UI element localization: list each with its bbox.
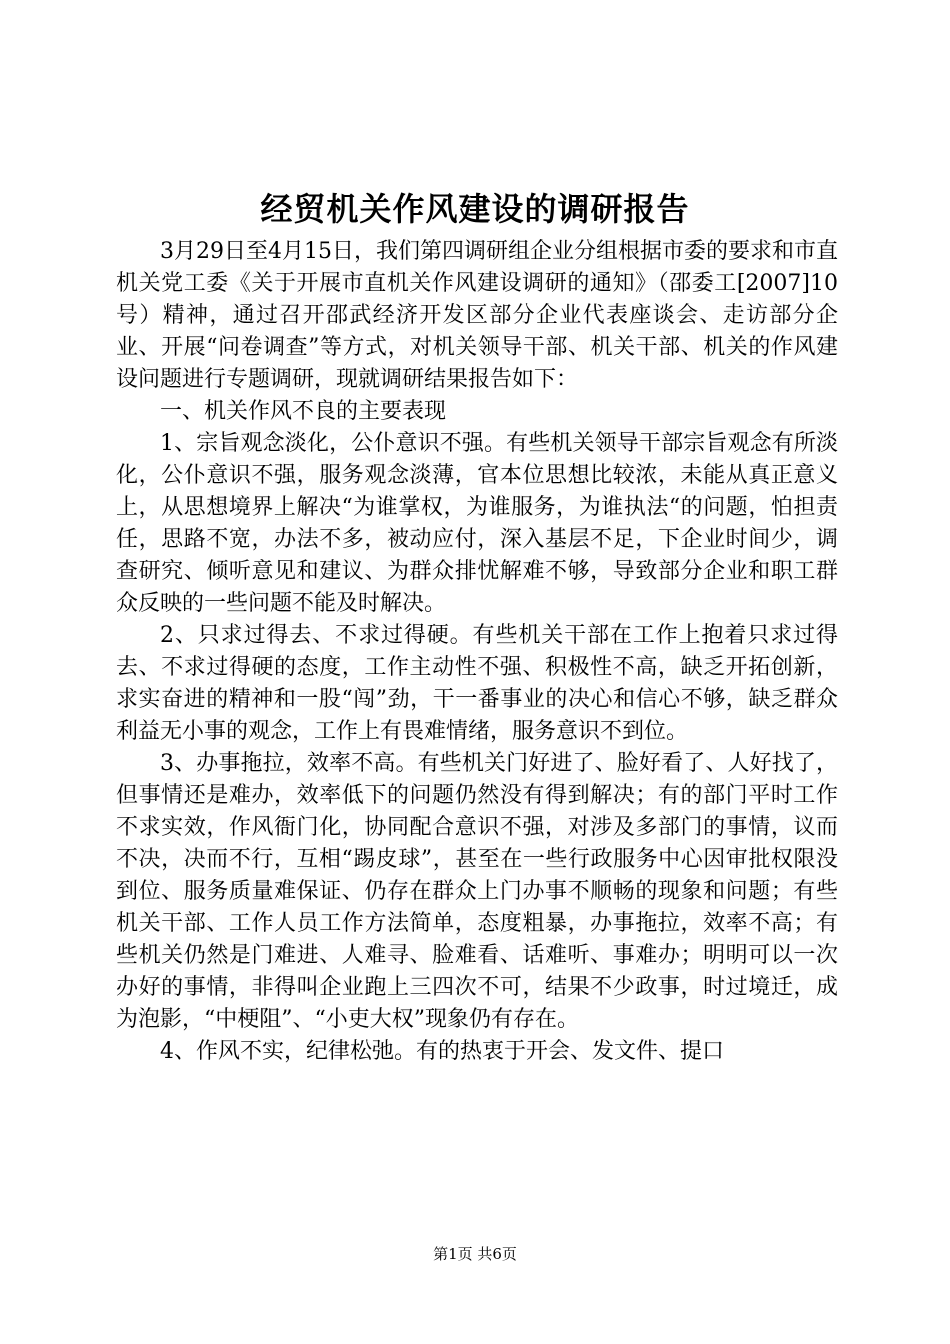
section-heading: 一、机关作风不良的主要表现	[160, 399, 447, 424]
paragraph-point-3: 3、办事拖拉，效率不高。有些机关门好进了、脸好看了、人好找了，但事情还是难办，效率低下的问题仍然没有得到解决；有的部门平时工作不求实效，作风衙门化，协同配合意识不强，对涉及多部门的事情，议而不决，决而不行，互相“踢皮球”，甚至在一些行政服务中心因审批权限没到位、服务质量难保证、仍存在群众上门办事不顺畅的现象和问题；有些机关干部、工作人员工作方法简单，态度粗暴，办事拖拉，效率不高；有些机关仍然是门难进、人难寻、脸难看、话难听、事难办；明明可以一次办好的事情，非得叫企业跑上三四次不可，结果不少政事，时过境迁，成为泡影，“中梗阻”、“小吏大权”现象仍有存在。	[116, 751, 838, 1032]
page-number-footer: 第1页 共6页	[433, 1245, 517, 1263]
document-title: 经贸机关作风建设的调研报告	[260, 190, 690, 228]
paragraph-point-2: 2、只求过得去、不求过得硬。有些机关干部在工作上抱着只求过得去、不求过得硬的态度，工作主动性不强、积极性不高，缺乏开拓创新，求实奋进的精神和一股“闯”劲，干一番事业的决心和信心不够，缺乏群众利益无小事的观念，工作上有畏难情绪，服务意识不到位。	[116, 623, 838, 744]
paragraph-point-4: 4、作风不实，纪律松弛。有的热衷于开会、发文件、提口	[160, 1039, 724, 1064]
paragraph-intro: 3月29日至4月15日，我们第四调研组企业分组根据市委的要求和市直机关党工委《关于开展市直机关作风建设调研的通知》（邵委工[2007]10号）精神，通过召开邵武经济开发区部分企业代表座谈会、走访部分企业、开展“问卷调查”等方式，对机关领导干部、机关干部、机关的作风建设问题进行专题调研，现就调研结果报告如下：	[116, 239, 838, 392]
document-body	[116, 236, 838, 1068]
paragraph-point-1: 1、宗旨观念淡化，公仆意识不强。有些机关领导干部宗旨观念有所淡化，公仆意识不强，服务观念淡薄，官本位思想比较浓，未能从真正意义上，从思想境界上解决“为谁掌权，为谁服务，为谁执法“的问题，怕担责任，思路不宽，办法不多，被动应付，深入基层不足，下企业时间少，调查研究、倾听意见和建议、为群众排忧解难不够，导致部分企业和职工群众反映的一些问题不能及时解决。	[116, 431, 838, 616]
